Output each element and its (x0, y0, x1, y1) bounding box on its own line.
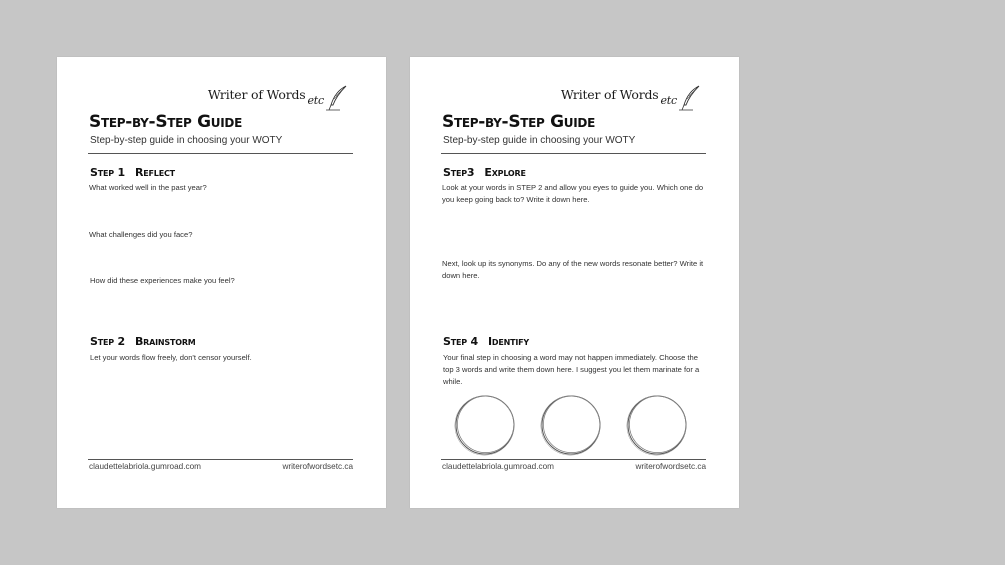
step-heading (443, 166, 526, 179)
step-number: Step 2 (90, 335, 125, 348)
word-circle-3[interactable] (625, 393, 689, 457)
step-name: Explore (484, 166, 526, 179)
brand-logo (560, 87, 677, 107)
brand-name: Writer of Words (560, 87, 659, 102)
page-subtitle: Step-by-step guide in choosing your WOTY (443, 135, 636, 146)
word-circle-2[interactable] (539, 393, 603, 457)
brand-suffix: etc (307, 94, 324, 107)
prompt-text: What challenges did you face? (89, 230, 193, 239)
step-heading (443, 335, 529, 348)
quill-icon (679, 85, 701, 111)
prompt-text: What worked well in the past year? (89, 183, 207, 192)
prompt-text: Look at your words in STEP 2 and allow you eyes to guide you. Which one do you keep going back to? Write it down here. (442, 183, 704, 204)
step-number: Step3 (443, 166, 475, 179)
footer-divider (88, 459, 353, 460)
brand-name: Writer of Words (207, 87, 306, 102)
step-heading (90, 166, 175, 179)
footer-website-link[interactable]: writerofwordsetc.ca (282, 462, 353, 471)
step-number: Step 4 (443, 335, 478, 348)
prompt-text: Next, look up its synonyms. Do any of the new words resonate better? Write it down here. (442, 259, 704, 280)
prompt-text: Let your words flow freely, don't censor yourself. (90, 353, 252, 362)
header-divider (441, 153, 706, 154)
prompt-text: How did these experiences make you feel? (90, 276, 235, 285)
footer-gumroad-link[interactable]: claudettelabriola.gumroad.com (442, 462, 554, 471)
step-heading (90, 335, 196, 348)
brand-suffix: etc (660, 94, 677, 107)
page-title: Step-by-Step Guide (89, 112, 242, 132)
page-title: Step-by-Step Guide (442, 112, 595, 132)
brand-logo (207, 87, 324, 107)
worksheet-page-1 (57, 57, 386, 508)
step-number: Step 1 (90, 166, 125, 179)
worksheet-page-2 (410, 57, 739, 508)
step-name: Identify (488, 335, 529, 348)
footer-divider (441, 459, 706, 460)
footer-gumroad-link[interactable]: claudettelabriola.gumroad.com (89, 462, 201, 471)
prompt-text: Your final step in choosing a word may not happen immediately. Choose the top 3 words and write them down here. I suggest you let them marinate for a while. (443, 353, 700, 386)
word-circle-1[interactable] (453, 393, 517, 457)
footer-website-link[interactable]: writerofwordsetc.ca (635, 462, 706, 471)
step-name: Brainstorm (135, 335, 196, 348)
header-divider (88, 153, 353, 154)
quill-icon (326, 85, 348, 111)
page-subtitle: Step-by-step guide in choosing your WOTY (90, 135, 283, 146)
step-name: Reflect (135, 166, 175, 179)
